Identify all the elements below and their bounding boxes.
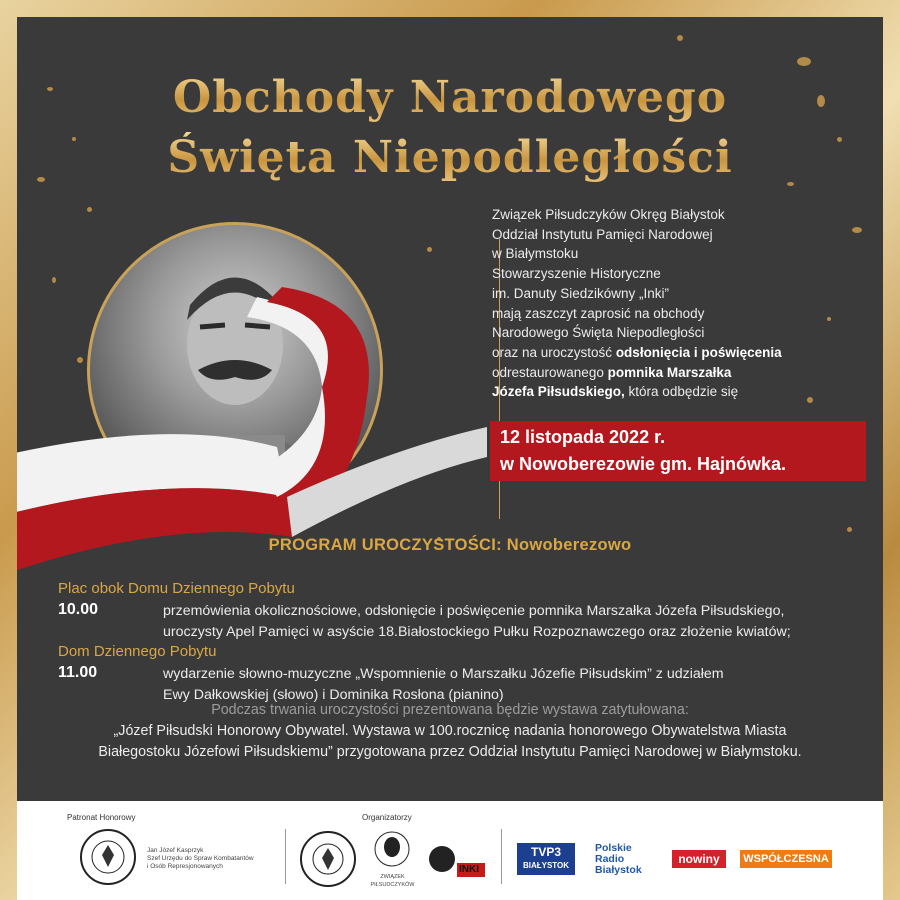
invitation-text-part: która odbędzie się	[624, 384, 739, 400]
invitation-line: mają zaszczyt zaprosić na obchody	[492, 305, 705, 321]
zwiazek-text: ZWIĄZEK PIŁSUDCZYKÓW	[370, 874, 415, 888]
invitation-line	[492, 343, 852, 363]
inki-logo	[427, 835, 487, 881]
program-place: Dom Dziennego Pobytu	[58, 643, 217, 660]
patron-name: Jan Józef Kasprzyk	[147, 847, 204, 854]
invitation-text	[492, 205, 852, 402]
udskior-seal-icon	[80, 829, 136, 885]
invitation-text-part: odrestaurowanego	[492, 364, 608, 380]
program-time: 11.00	[58, 664, 98, 681]
title-line-2: Święta Niepodległości	[17, 132, 883, 183]
program-desc-line: przemówienia okolicznościowe, odsłonięcie i poświęcenie pomnika Marszałka Józefa Piłsudskiego,	[163, 603, 785, 619]
event-place: w Nowoberezowie gm. Hajnówka.	[500, 454, 787, 474]
wspolczesna-logo: WSPÓŁCZESNA	[740, 850, 832, 868]
invitation-line: im. Danuty Siedzikówny „Inki”	[492, 285, 670, 301]
nowiny-logo: nowiny	[672, 850, 726, 868]
invitation-line: Stowarzyszenie Historyczne	[492, 266, 661, 282]
invitation-line: Oddział Instytutu Pamięci Narodowej	[492, 226, 713, 242]
footer-separator	[285, 829, 286, 884]
inki-text: INKI	[459, 864, 479, 875]
patron-role-cont: i Osób Represjonowanych	[147, 863, 223, 870]
invitation-line	[492, 363, 852, 383]
invitation-line	[492, 382, 852, 402]
pr-line: Radio	[595, 853, 625, 865]
invitation-bold-part: Józefa Piłsudskiego,	[492, 384, 625, 400]
tvp3-text: TVP3	[530, 845, 561, 859]
pilsudski-profile-icon	[365, 829, 420, 873]
invitation-line: Związek Piłsudczyków Okręg Białystok	[492, 207, 725, 222]
tvp3-city: BIAŁYSTOK	[522, 861, 570, 870]
patron-role: Szef Urzędu do Spraw Kombatantów	[147, 855, 254, 862]
footer-separator	[501, 829, 502, 884]
ipn-seal-icon	[300, 831, 356, 887]
organizers-label: Organizatorzy	[362, 813, 412, 822]
event-date: 12 listopada 2022 r.	[500, 427, 666, 447]
program-desc-line: Ewy Dałkowskiej (słowo) i Dominika Rosłona (pianino)	[163, 687, 504, 703]
program-title: PROGRAM UROCZYSTOŚCI: Nowoberezowo	[268, 536, 632, 554]
program-desc-line: uroczysty Apel Pamięci w asyście 18.Białostockiego Pułku Rozpoznawczego oraz złożenie kwiatów;	[163, 624, 791, 640]
footer-logos	[17, 801, 883, 900]
invitation-bold-part: odsłonięcia i poświęcenia	[615, 344, 782, 360]
exhibition-title: „Józef Piłsudski Honorowy Obywatel. Wystawa w 100.rocznicę nadania honorowego Obywatelstwa Miasta	[113, 723, 787, 739]
zwiazek-pilsudczykow-logo	[365, 829, 420, 888]
invitation-line: w Białymstoku	[492, 246, 579, 262]
exhibition-credit: przygotowana przez Oddział Instytutu Pamięci Narodowej w Białymstoku.	[332, 744, 802, 760]
program-desc-line: wydarzenie słowno-muzyczne „Wspomnienie o Marszałku Józefie Piłsudskim” z udziałem	[163, 666, 724, 682]
program-time: 10.00	[58, 601, 99, 618]
pr-line: Polskie	[595, 842, 632, 854]
exhibition-intro: Podczas trwania uroczystości prezentowana będzie wystawa zatytułowana:	[211, 702, 689, 718]
title-line-1: Obchody Narodowego	[17, 72, 883, 123]
exhibition-line	[17, 742, 883, 763]
invitation-bold-part: pomnika Marszałka	[607, 364, 732, 380]
tvp3-logo	[517, 843, 575, 875]
invitation-text-part: oraz na uroczystość	[492, 344, 616, 360]
polskie-radio-logo	[595, 843, 665, 875]
program-place: Plac obok Domu Dziennego Pobytu	[58, 580, 295, 597]
exhibition-title-end: Białegostoku Józefowi Piłsudskiemu”	[98, 744, 333, 760]
patronage-label: Patronat Honorowy	[67, 813, 136, 822]
pr-line: Białystok	[595, 864, 642, 876]
invitation-line: Narodowego Święta Niepodległości	[492, 325, 705, 341]
